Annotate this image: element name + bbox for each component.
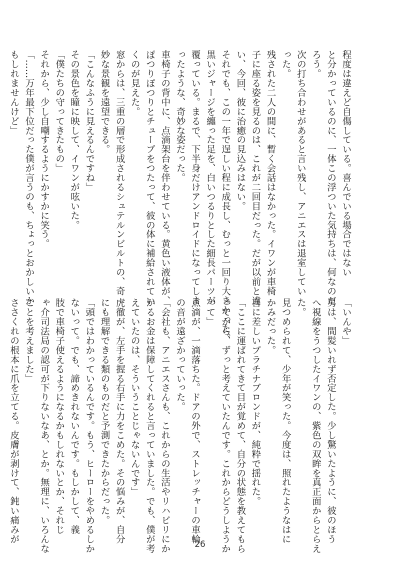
text-line: 「頭ではわかっているんです。もう、ヒーローをやめるしか [83, 298, 95, 554]
text-line: の音が遠ざかっていった。 [173, 298, 185, 412]
text-line: 程度は違えど自傷している。喜んでいる場合ではない [340, 50, 351, 277]
text-line: 妙な景観を遠望できる。 [98, 50, 110, 154]
text-line: 残された二人の間に、暫く会話はなかった。イワンが車椅 [264, 50, 276, 296]
text-line: かるお金は保障してくれると言っていました。でも、僕が考 [143, 298, 155, 554]
text-line: い、今回、彼に治癒の見込みはない。 [234, 50, 246, 211]
text-line: 「ここに運ばれてきて目が覚めて、自分の状態を教えてもら [234, 298, 246, 554]
text-line: と分かっているのに、一体この浮ついた気持ちは、何なのだ [324, 50, 336, 306]
text-line: 点滴が、一滴落ちた。ドアの外で、ストレッチャーの車輪 [189, 298, 201, 544]
text-line: 見つめられて、少年が笑った。今度は、照れたようなはに [279, 298, 291, 544]
text-line: ぽつりぽつりとチューブをつたって、彼の体に補給されてい [143, 50, 155, 306]
text-line: 男は、間髪いれず否定した。少し驚いたように、彼のほう [324, 298, 336, 544]
text-line: ことを考えました」 [23, 298, 35, 384]
text-line: 「会社も、アニエスさんも、これからの生活やリハビリにか [158, 298, 170, 554]
text-line: 黒いジャージを纏った足を、白いつるりとした細長パーツが [204, 50, 216, 306]
text-line: くのが見えた。 [128, 50, 140, 117]
text-line: ないって。でも、諦めきれないんです。もしかして、義 [68, 298, 80, 535]
text-line: 次の打ち合わせがあると言い残し、アニエスは退室してい [294, 50, 306, 296]
text-line: えていたのは、そういうことじゃないんです」 [128, 298, 140, 497]
text-line: 窓からは、三重の層で形成されるシュテルンビルトの、奇 [113, 50, 125, 296]
text-line: それでも、この一年で逞しい程に成長し、むっと一回り大きかった。 [219, 50, 231, 343]
text-line: ろう。 [309, 50, 321, 79]
text-line: た。 [294, 298, 306, 317]
text-line: 子に座る姿を見るのは、これが二回目だった。だが以前と違 [249, 50, 261, 306]
text-line: 覆っている。まるで、下半身だけアンドロイドになってしま [189, 50, 201, 306]
text-line: 「こんなふうに見えるんですね」 [83, 50, 95, 192]
text-line: それから、少し自嘲するようにかすかに笑う。 [38, 50, 50, 249]
text-line: へ視線をうつしたイワンの、紫色の双眸を真正面からとらえ [309, 298, 321, 554]
text-line: ゃ介司法局の認可が下りないなあ、とか。無理に、いろんな [38, 298, 50, 554]
text-line: ったような、奇妙な姿だった。 [173, 50, 185, 183]
text-line: ささくれの根本に爪を立てる。皮膚が剥けて、鈍い痛みが [7, 298, 19, 544]
text-line: 「僕たちの守ってきたもの」 [53, 50, 65, 173]
text-line: 「いんや」 [340, 298, 351, 346]
text-line: って」 [204, 298, 216, 327]
text-line: 虎徹が、左手を握る右手に力をこめた。その悩みが、自分 [113, 298, 125, 544]
text-line: ってから、ずっと考えていたんです。これからどうしようか [219, 298, 231, 554]
text-line: にも理解できる類のものだと予測できたからだった。 [98, 298, 110, 525]
text-line: った。 [279, 50, 291, 79]
text-line: 「……万年最下位だった僕が言うのも、ちょっとおかしいか [23, 50, 35, 306]
text-line: その景色を瞳に映して、イワンが呟いた。 [68, 50, 80, 230]
text-line: もしれませんけど」 [7, 50, 19, 136]
text-line: 自に差しいプラチナブロンドが、純粋で揺れた。 [249, 298, 261, 506]
page-number: 26 [194, 540, 206, 550]
text-line: 車椅子の背中に、点滴架台を伴わせている。黄色い液体が、 [158, 50, 170, 306]
text-line: 肢で車椅子使えるようになるかもしれないとか、それじ [53, 298, 65, 535]
text-line: かみだった。 [264, 298, 276, 355]
